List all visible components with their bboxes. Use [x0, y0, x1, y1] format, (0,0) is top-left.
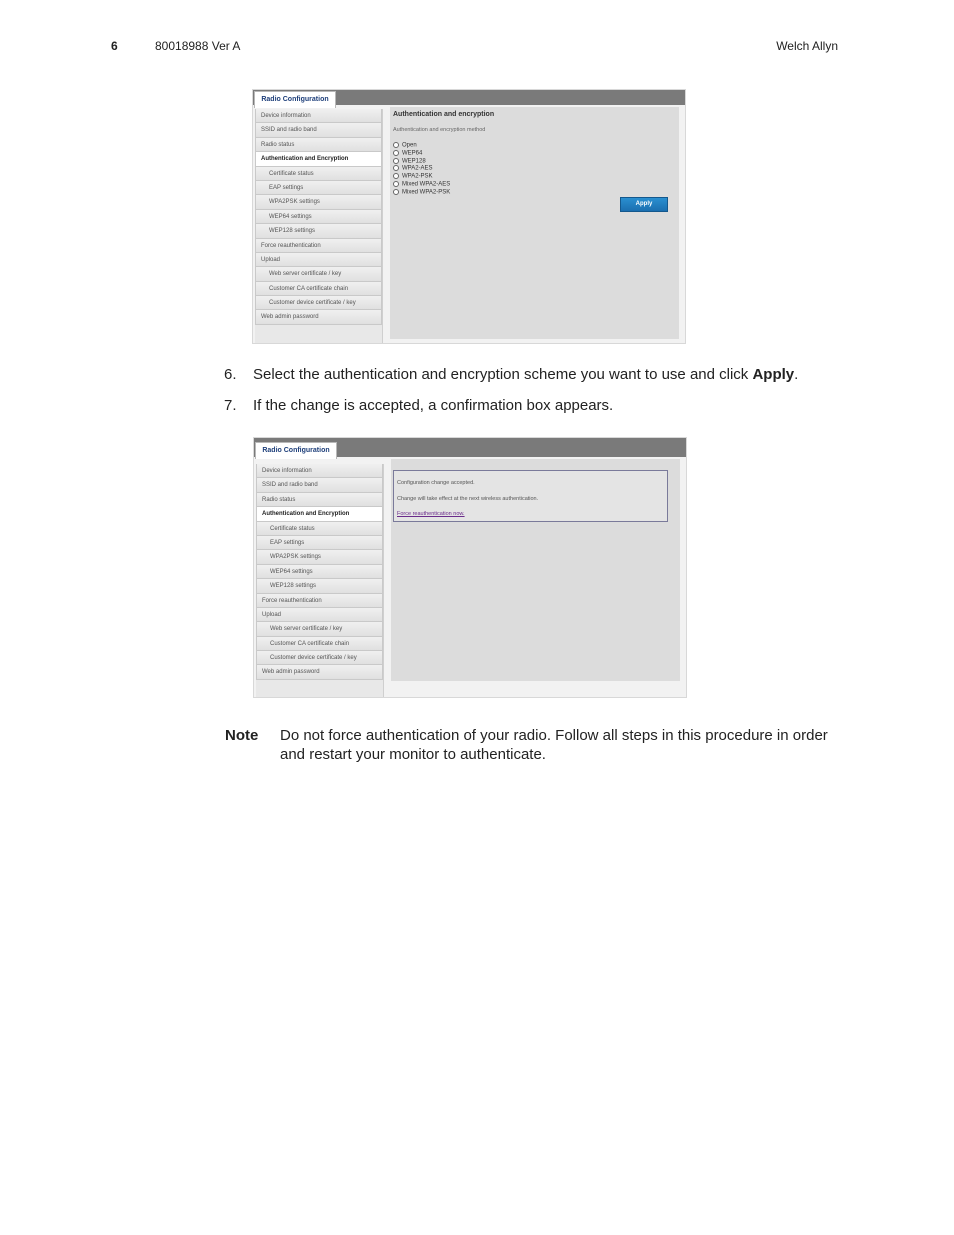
sidebar-item[interactable]: Customer CA certificate chain	[256, 637, 383, 651]
encryption-option[interactable]	[393, 173, 450, 181]
radio-button[interactable]	[393, 181, 399, 187]
auth-encryption-panel	[390, 107, 679, 339]
sidebar-item[interactable]: WPA2PSK settings	[255, 195, 382, 209]
confirm-effect-text: Change will take effect at the next wireless authentication.	[397, 496, 539, 502]
sidebar-nav	[256, 464, 384, 697]
encryption-option[interactable]	[393, 158, 450, 166]
sidebar-item[interactable]: Certificate status	[255, 167, 382, 181]
brand-name: Welch Allyn	[776, 39, 838, 53]
sidebar-item[interactable]: EAP settings	[256, 536, 383, 550]
sidebar-item[interactable]: Device information	[255, 109, 382, 123]
radio-button[interactable]	[393, 142, 399, 148]
encryption-option[interactable]	[393, 181, 450, 189]
sidebar-item[interactable]: WEP128 settings	[256, 579, 383, 593]
note-label: Note	[225, 727, 259, 744]
sidebar-item[interactable]: SSID and radio band	[255, 123, 382, 137]
radio-button[interactable]	[393, 150, 399, 156]
document-id: 80018988 Ver A	[155, 39, 241, 53]
force-reauth-link[interactable]: Force reauthentication now.	[397, 511, 465, 517]
page-number: 6	[111, 39, 118, 53]
step-7-text: If the change is accepted, a confirmation box appears.	[253, 397, 614, 414]
section-title: Authentication and encryption	[393, 111, 495, 118]
sidebar-item[interactable]: WEP64 settings	[255, 210, 382, 224]
encryption-option-label: Mixed WPA2-AES	[402, 181, 451, 188]
encryption-option-label: Mixed WPA2-PSK	[402, 189, 451, 196]
sidebar-item[interactable]: Upload	[256, 608, 383, 622]
encryption-option-label: WEP128	[402, 158, 426, 165]
encryption-option-label: WPA2-PSK	[402, 173, 433, 180]
sidebar-item[interactable]: Force reauthentication	[255, 239, 382, 253]
sidebar-item[interactable]: SSID and radio band	[256, 478, 383, 492]
sidebar-item[interactable]: WEP64 settings	[256, 565, 383, 579]
sidebar-item[interactable]: Customer device certificate / key	[255, 296, 382, 310]
sidebar-item[interactable]: Certificate status	[256, 522, 383, 536]
note-text: Do not force authentication of your radio. Follow all steps in this procedure in order and restart your monitor to authenticate.	[280, 727, 828, 763]
sidebar-item[interactable]: EAP settings	[255, 181, 382, 195]
radio-config-screenshot-1	[252, 89, 686, 344]
step-6-number: 6.	[224, 366, 237, 383]
tab-radio-configuration[interactable]: Radio Configuration	[254, 91, 336, 108]
radio-button[interactable]	[393, 165, 399, 171]
encryption-option[interactable]	[393, 189, 450, 197]
encryption-option[interactable]	[393, 150, 450, 158]
radio-config-screenshot-2	[253, 437, 687, 698]
sidebar-item[interactable]: Authentication and Encryption	[255, 152, 382, 166]
radio-button[interactable]	[393, 173, 399, 179]
apply-button[interactable]: Apply	[620, 197, 668, 212]
sidebar-item[interactable]: Force reauthentication	[256, 594, 383, 608]
sidebar-item[interactable]: Radio status	[255, 138, 382, 152]
sidebar-item[interactable]: Radio status	[256, 493, 383, 507]
step-6-apply-bold: Apply	[752, 366, 795, 383]
sidebar-nav	[255, 109, 383, 343]
encryption-option[interactable]	[393, 165, 450, 173]
sidebar-item[interactable]: WPA2PSK settings	[256, 550, 383, 564]
confirmation-box	[393, 470, 668, 522]
sidebar-item[interactable]: Customer device certificate / key	[256, 651, 383, 665]
encryption-option-label: WEP64	[402, 150, 423, 157]
step-7-number: 7.	[224, 397, 237, 414]
confirm-accepted-text: Configuration change accepted.	[397, 480, 475, 486]
tab-radio-configuration[interactable]: Radio Configuration	[255, 442, 337, 459]
sidebar-item[interactable]: WEP128 settings	[255, 224, 382, 238]
encryption-option[interactable]	[393, 142, 450, 150]
sidebar-item[interactable]: Customer CA certificate chain	[255, 282, 382, 296]
sidebar-item[interactable]: Authentication and Encryption	[256, 507, 383, 521]
step-6-text	[253, 366, 798, 383]
radio-button[interactable]	[393, 189, 399, 195]
encryption-radio-group	[393, 142, 450, 197]
sidebar-item[interactable]: Web admin password	[256, 665, 383, 679]
sidebar-item[interactable]: Upload	[255, 253, 382, 267]
step-6-text-after: .	[794, 366, 799, 383]
radio-button[interactable]	[393, 158, 399, 164]
encryption-option-label: Open	[402, 142, 417, 149]
sidebar-item[interactable]: Web admin password	[255, 310, 382, 324]
confirmation-panel	[391, 459, 680, 681]
sidebar-item[interactable]: Web server certificate / key	[256, 622, 383, 636]
step-6-text-before: Select the authentication and encryption scheme you want to use and click	[253, 366, 753, 383]
encryption-option-label: WPA2-AES	[402, 165, 433, 172]
sidebar-item[interactable]: Device information	[256, 464, 383, 478]
section-subtitle: Authentication and encryption method	[393, 127, 486, 133]
sidebar-item[interactable]: Web server certificate / key	[255, 267, 382, 281]
